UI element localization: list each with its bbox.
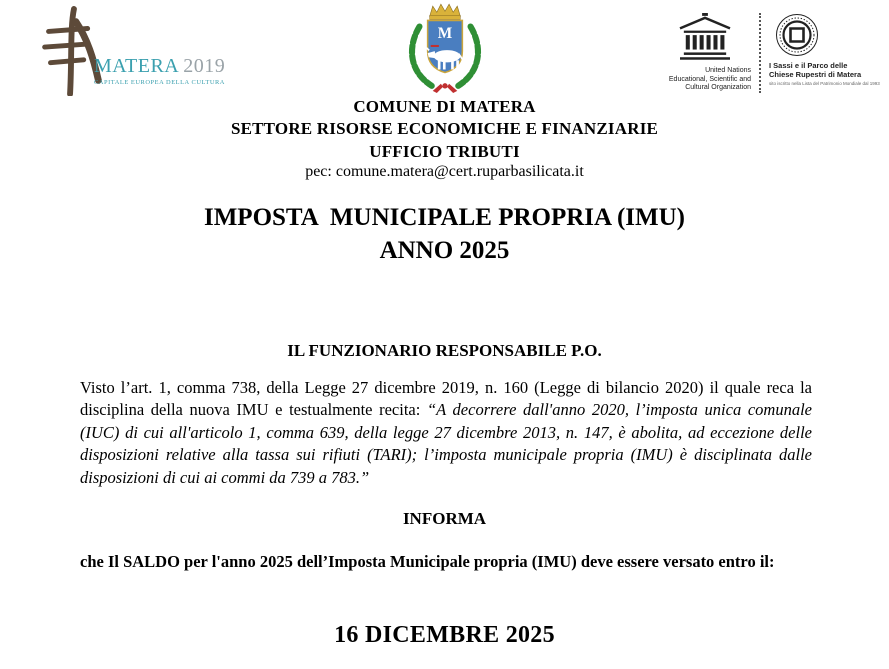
informa-heading: INFORMA [402,509,487,528]
org-header [0,96,889,163]
matera-year: 2019 [183,55,226,77]
matera-wordmark [94,55,225,78]
world-heritage-site-text [769,61,861,79]
pec-address: pec: comune.matera@cert.ruparbasilicata.it [305,163,584,180]
site-line2: Chiese Rupestri di Matera [769,70,862,79]
unesco-org-line2: Educational, Scientific and [668,75,751,83]
saldo-paragraph: che Il SALDO per l'anno 2025 dell’Imposta Municipale propria (IMU) deve essere versato entro il: [80,552,775,571]
unesco-org-text [669,67,751,93]
org-office: UFFICIO TRIBUTI [369,141,520,161]
law-paragraph [80,377,812,489]
comune-matera-crest-icon [403,0,487,94]
title-line1: IMPOSTA MUNICIPALE PROPRIA (IMU) [203,204,685,231]
org-name: COMUNE DI MATERA [353,97,536,116]
deadline-date: 16 DICEMBRE 2025 [334,622,555,648]
matera-tagline: CAPITALE EUROPEA DELLA CULTURA [94,79,225,86]
site-line1: I Sassi e il Parco delle [769,61,848,70]
role-heading: IL FUNZIONARIO RESPONSABILE P.O. [287,341,602,360]
document-title [0,201,889,267]
svg-text:M: M [437,24,452,42]
matera-name: MATERA [94,55,180,77]
unesco-block [659,13,883,93]
matera-logo-text [94,55,225,96]
law-paragraph-quote: “A decorrere dall'anno 2020, l’imposta unica comunale (IUC) di cui all'articolo 1, comma 639, della legge 27 dicembre 2013, n. 147, è abolita, ad eccezione delle disposizioni relative alla tassa sui rifiuti (TARI); l’imposta municipale propria (IMU) è disciplinata dalle disposizioni di cui ai commi da 739 a 783.” [80,400,812,487]
matera-2019-logo [36,6,225,96]
dotted-divider [759,13,761,93]
world-heritage-emblem-icon [775,13,819,57]
title-line2: ANNO 2025 [379,237,510,264]
unesco-org-line1: United Nations [705,67,751,74]
org-sector: SETTORE RISORSE ECONOMICHE E FINANZIARIE [230,119,659,139]
law-paragraph-intro: Visto l’art. 1, comma 738, della Legge 27 dicembre 2019, n. 160 (Legge di bilancio 2020) il quale reca la disciplina della nuova IMU e testualmente recita: [80,378,812,420]
logo-row [0,0,889,95]
world-heritage-subline: sito iscritto nella Lista del Patrimonio Mondiale dal 1993 [769,81,880,86]
unesco-temple-icon [674,13,736,63]
unesco-org-line3: Cultural Organization [685,84,751,91]
unesco-logo [659,13,751,93]
world-heritage-site-block [769,13,883,86]
